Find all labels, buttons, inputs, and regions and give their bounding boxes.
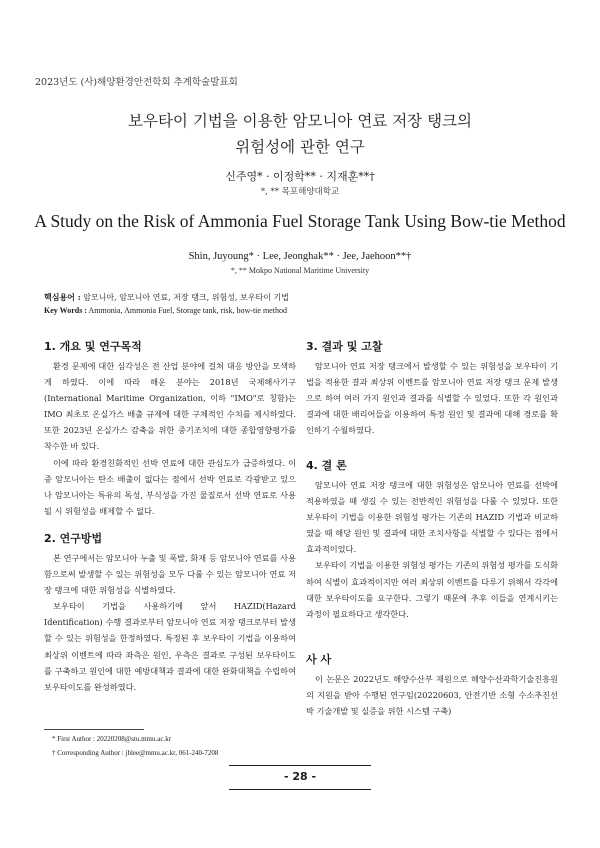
footnote-corresponding-author: † Corresponding Author : jhlee@mmu.ac.kr, 061-240-7208 (52, 749, 219, 757)
paragraph: 보우타이 기법을 사용하기에 앞서 HAZID(Hazard Identification) 수행 결과로부터 암모니아 연료 저장 탱크로부터 발생할 수 있는 위험성을 한정하였다. 특정된 후 보우타이 기법을 이용하여 최상위 이벤트에 따라 좌측은 원인, 우측은 결과로 구성된 보우타이도를 구축하고 원인에 대한 예방대책과 결과에 대한 완화대책을 수립하여 보우타이도를 완성하였다. (44, 601, 296, 692)
title-korean-line1: 보우타이 기법을 이용한 암모니아 연료 저장 탱크의 (128, 112, 472, 130)
section-conclusion (306, 457, 558, 622)
keywords-korean (44, 292, 289, 303)
keywords-english-text: Ammonia, Ammonia Fuel, Storage tank, risk, bow-tie method (88, 306, 287, 315)
paragraph: 암모니아 연료 저장 탱크에 대한 위험성은 암모니아 연료를 선박에 적용하였을 때 생길 수 있는 전반적인 위험성을 다룰 수 있었다. 또한 보우타이 기법을 이용한 위험성 평가는 기존의 HAZID 기법과 비교하였을 때 해당 원인 및 결과에 대한 조치사항을 식별할 수 있다는 점에서 효과적이었다. (306, 480, 558, 555)
keywords-english-label: Key Words : (44, 306, 87, 315)
affiliation-english: *, ** Mokpo National Maritime University (230, 266, 370, 275)
paragraph: 이 논문은 2022년도 해양수산부 재원으로 해양수산과학기술진흥원의 지원을 받아 수행된 연구임(20220603, 안전기반 소형 수소추진선박 기술개발 및 실증을 위한 시스템 구축) (306, 674, 558, 717)
page-number-rule-bottom (229, 789, 371, 790)
section-title: 1. 개요 및 연구목적 (44, 340, 142, 353)
section-title: 4. 결 론 (306, 459, 347, 472)
page-number: - 28 - (283, 770, 317, 783)
section-acknowledgement (306, 651, 558, 719)
footnote-first-author: * First Author : 20220208@stu.mmu.ac.kr (52, 735, 172, 743)
section-title: 3. 결과 및 고찰 (306, 340, 383, 353)
section-intro (44, 338, 296, 519)
paragraph: 환경 문제에 대한 심각성은 전 산업 분야에 걸쳐 대응 방안을 모색하게 하였다. 이에 따라 해운 분야는 2018년 국제해사기구(International Maritime Organization, 이하 "IMO"로 칭함)는 IMO 최초로 온실가스 배출 규제에 대한 구체적인 수치를 제시하였다. 또한 2023년 온실가스 감축을 위한 중기조치에 대한 종합영향평가를 착수한 바 있다. (44, 361, 296, 452)
keywords-korean-text: 암모니아, 암모니아 연료, 저장 탱크, 위험성, 보우타이 기법 (83, 293, 289, 302)
title-korean-line2: 위험성에 관한 연구 (235, 138, 365, 156)
page-number-rule-top (229, 765, 371, 766)
authors-korean: 신주영* · 이정학** · 지재훈**† (225, 170, 375, 183)
conference-header: 2023년도 (사)해양환경안전학회 추계학술발표회 (35, 77, 238, 88)
title-english: A Study on the Risk of Ammonia Fuel Storage Tank Using Bow-tie Method (34, 211, 566, 231)
section-title: 2. 연구방법 (44, 532, 103, 545)
keywords-english (44, 306, 287, 315)
paragraph: 이에 따라 환경친화적인 선박 연료에 대한 관심도가 급증하였다. 이 중 암모니아는 탄소 배출이 없다는 점에서 선박 연료로 각광받고 있으나 암모니아는 특유의 독성, 부식성을 가진 물질로서 선박 연료로 사용될 시 위험성을 배제할 수 없다. (44, 457, 296, 516)
paragraph: 본 연구에서는 암모니아 누출 및 폭발, 화재 등 암모니아 연료를 사용함으로써 발생할 수 있는 위험성을 모두 다룰 수 있는 암모니아 연료 저장 탱크에 대한 위험성을 식별하였다. (44, 553, 296, 596)
title-korean (0, 108, 600, 160)
authors-english: Shin, Juyoung* · Lee, Jeonghak** · Jee, Jaehoon**† (188, 251, 412, 262)
keywords-korean-label: 핵심용어 : (44, 292, 81, 302)
footnote-divider (44, 729, 144, 730)
section-title: 사 사 (306, 653, 332, 666)
paragraph: 보우타이 기법을 이용한 위험성 평가는 기존의 위험성 평가를 도식화하여 식별이 효과적이지만 여러 최상위 이벤트를 다루기 위해서 각각에 대한 보우타이도를 요구한다. 그렇기 때문에 추후 이들을 연계시키는 과정이 필요하다고 생각한다. (306, 560, 558, 619)
section-method (44, 530, 296, 695)
paragraph: 암모니아 연료 저장 탱크에서 발생할 수 있는 위험성을 보우타이 기법을 적용한 결과 최상위 이벤트를 암모니아 연료 저장 탱크 문제 발생으로 하여 여러 가지 원인과 결과를 식별할 수 있었다. 또한 각 원인과 결과에 대한 배리어들을 이용하여 특정 원인 및 결과에 대해 경로를 확인하기 수월하였다. (306, 361, 558, 436)
section-results (306, 338, 558, 438)
affiliation-korean: *, ** 목포해양대학교 (260, 187, 340, 197)
